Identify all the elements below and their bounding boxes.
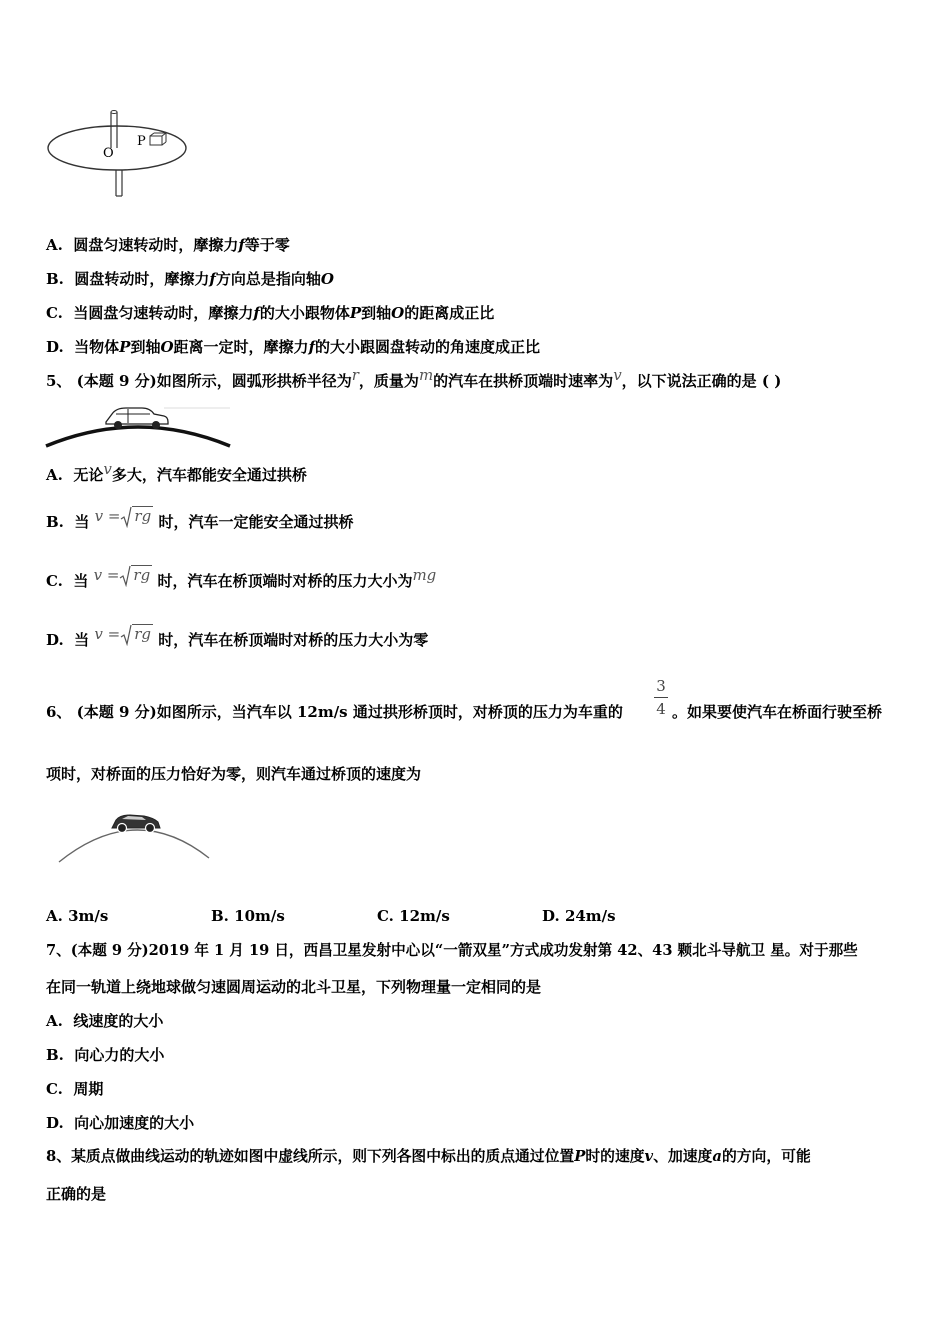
option-text: 当 (74, 513, 90, 531)
option-key: D. (46, 631, 64, 649)
fraction-bar (654, 697, 668, 698)
q5-stem (46, 366, 782, 391)
option-text: 当 (74, 631, 90, 649)
stem-text: 、加速度 (653, 1148, 713, 1165)
option-key: A. (46, 466, 63, 484)
stem-text: 8、某质点做曲线运动的轨迹如图中虚线所示，则下列各图中标出的质点通过位置 (46, 1148, 575, 1165)
symbol-f: f (308, 338, 316, 356)
symbol-o: O (160, 338, 174, 356)
label-p: P (137, 134, 146, 149)
stem-text: 的汽车在拱桥顶端时速率为 (433, 372, 614, 390)
option-key: C. (377, 907, 394, 925)
symbol-v: v (613, 366, 622, 384)
stem-text: ，质量为 (358, 372, 419, 390)
formula-v-eq-sqrt-rg (94, 566, 153, 584)
formula-lhs: v = (94, 507, 121, 525)
option-key: D. (46, 338, 64, 356)
stem-text: ，以下说法正确的是 ( ) (621, 372, 782, 390)
symbol-p: P (119, 338, 131, 356)
option-key: B. (46, 1046, 64, 1064)
option-key: C. (46, 572, 63, 590)
q5-option-c (46, 566, 437, 593)
option-text: 的距离成正比 (404, 304, 495, 322)
option-key: C. (46, 304, 63, 322)
option-text: 无论 (73, 466, 104, 484)
stem-text: 7、(本题 9 分)2019 年 1 月 19 日，西昌卫星发射中心以“一箭双星”方式成功发射第 42、43 颗北斗导航卫 星。对于那些 (46, 942, 858, 959)
sqrt-symbol (120, 506, 153, 528)
q6-stem-line1 (46, 702, 623, 722)
q4-option-a (46, 235, 290, 255)
symbol-v: v (103, 460, 112, 478)
stem-text: 的方向，可能 (721, 1148, 811, 1165)
option-text: 多大，汽车都能安全通过拱桥 (111, 466, 307, 484)
option-key: B. (211, 907, 229, 925)
q7-option-c (46, 1079, 103, 1099)
option-text: 距离一定时，摩擦力 (173, 338, 309, 356)
symbol-p: P (349, 304, 362, 322)
symbol-r: r (351, 366, 359, 384)
option-text: 的大小跟物体 (259, 304, 350, 322)
q4-option-b (46, 269, 334, 289)
option-text: 圆盘转动时，摩擦力 (74, 270, 210, 288)
option-text: 到轴 (130, 338, 161, 356)
symbol-o: O (320, 270, 334, 288)
label-o: O (103, 146, 114, 161)
q5-option-b (46, 507, 354, 534)
formula-lhs: v = (94, 625, 121, 643)
q5-option-d (46, 625, 429, 652)
stem-text: 5、 (本题 9 分)如图所示，圆弧形拱桥半径为 (46, 372, 352, 390)
symbol-m: m (418, 366, 434, 384)
option-text: 当 (73, 572, 89, 590)
option-text: 向心力的大小 (74, 1046, 165, 1064)
stem-text: 正确的是 (46, 1185, 107, 1203)
formula-v-eq-sqrt-rg (95, 507, 154, 525)
stem-text: 项时，对桥面的压力恰好为零，则汽车通过桥顶的速度为 (46, 765, 422, 783)
q7-option-a (46, 1011, 163, 1031)
disc-figure (44, 108, 189, 200)
formula-v-eq-sqrt-rg (94, 625, 153, 643)
fraction-3-4 (654, 676, 668, 719)
option-text: 圆盘匀速转动时，摩擦力 (73, 236, 239, 254)
symbol-f: f (253, 304, 260, 322)
q6-option-b (211, 906, 285, 926)
q6-option-a (46, 906, 108, 926)
q4-option-d (46, 337, 540, 357)
q7-option-b (46, 1045, 164, 1065)
option-text: 12m/s (399, 907, 450, 925)
option-key: D. (542, 907, 560, 925)
fraction-numerator: 3 (656, 677, 666, 695)
option-text: 24m/s (564, 907, 616, 925)
radicand: rg (134, 625, 151, 643)
option-key: C. (46, 1080, 63, 1098)
option-text: 的大小跟圆盘转动的角速度成正比 (315, 338, 541, 356)
stem-text: 。如果要使汽车在桥面行驶至桥 (672, 703, 883, 721)
option-text: 线速度的大小 (73, 1012, 164, 1030)
option-text: 周期 (73, 1080, 104, 1098)
option-text: 当物体 (74, 338, 120, 356)
stem-text: 6、 (本题 9 分)如图所示，当汽车以 12m/s 通过拱形桥顶时，对桥顶的压力为车重的 (46, 703, 623, 721)
q7-option-d (46, 1113, 194, 1133)
option-text: 当圆盘匀速转动时，摩擦力 (73, 304, 254, 322)
sqrt-symbol (120, 624, 153, 646)
option-text: 向心加速度的大小 (74, 1114, 195, 1132)
option-text: 时，汽车在桥顶端时对桥的压力大小为零 (158, 631, 429, 649)
q6-stem-line2 (46, 764, 421, 784)
q5-option-a (46, 460, 307, 485)
q6-stem-line1-end (672, 702, 882, 722)
symbol-p: P (574, 1148, 586, 1165)
option-text: 到轴 (361, 304, 392, 322)
symbol-f: f (238, 236, 245, 254)
option-text: 3m/s (68, 907, 109, 925)
option-text: 方向总是指向轴 (215, 270, 321, 288)
q4-option-c (46, 303, 494, 323)
q6-option-c (377, 906, 450, 926)
symbol-mg: mg (412, 566, 437, 584)
stem-text: 在同一轨道上绕地球做匀速圆周运动的北斗卫星，下列物理量一定相同的是 (46, 978, 542, 996)
option-key: A. (46, 1012, 63, 1030)
option-text: 时，汽车一定能安全通过拱桥 (158, 513, 354, 531)
symbol-o: O (391, 304, 405, 322)
q7-stem-line2 (46, 977, 541, 997)
option-text: 时，汽车在桥顶端时对桥的压力大小为 (157, 572, 413, 590)
option-key: A. (46, 907, 63, 925)
sqrt-symbol (119, 565, 152, 587)
stem-text: 时的速度 (585, 1148, 645, 1165)
q8-stem-line1 (46, 1147, 811, 1167)
q6-option-d (542, 906, 616, 926)
radicand: rg (134, 507, 152, 525)
symbol-f: f (209, 270, 216, 288)
option-key: A. (46, 236, 63, 254)
option-key: B. (46, 270, 64, 288)
symbol-a: a (712, 1148, 722, 1165)
arch-bridge-car-figure (44, 400, 232, 448)
option-text: 等于零 (244, 236, 290, 254)
option-key: B. (46, 513, 64, 531)
option-key: D. (46, 1114, 64, 1132)
fraction-denominator: 4 (656, 700, 666, 718)
symbol-v: v (644, 1148, 654, 1165)
q8-stem-line2 (46, 1184, 106, 1204)
formula-lhs: v = (93, 566, 120, 584)
radicand: rg (133, 566, 151, 584)
arch-car-figure (56, 810, 212, 866)
q7-stem-line1 (46, 941, 858, 961)
option-text: 10m/s (234, 907, 285, 925)
